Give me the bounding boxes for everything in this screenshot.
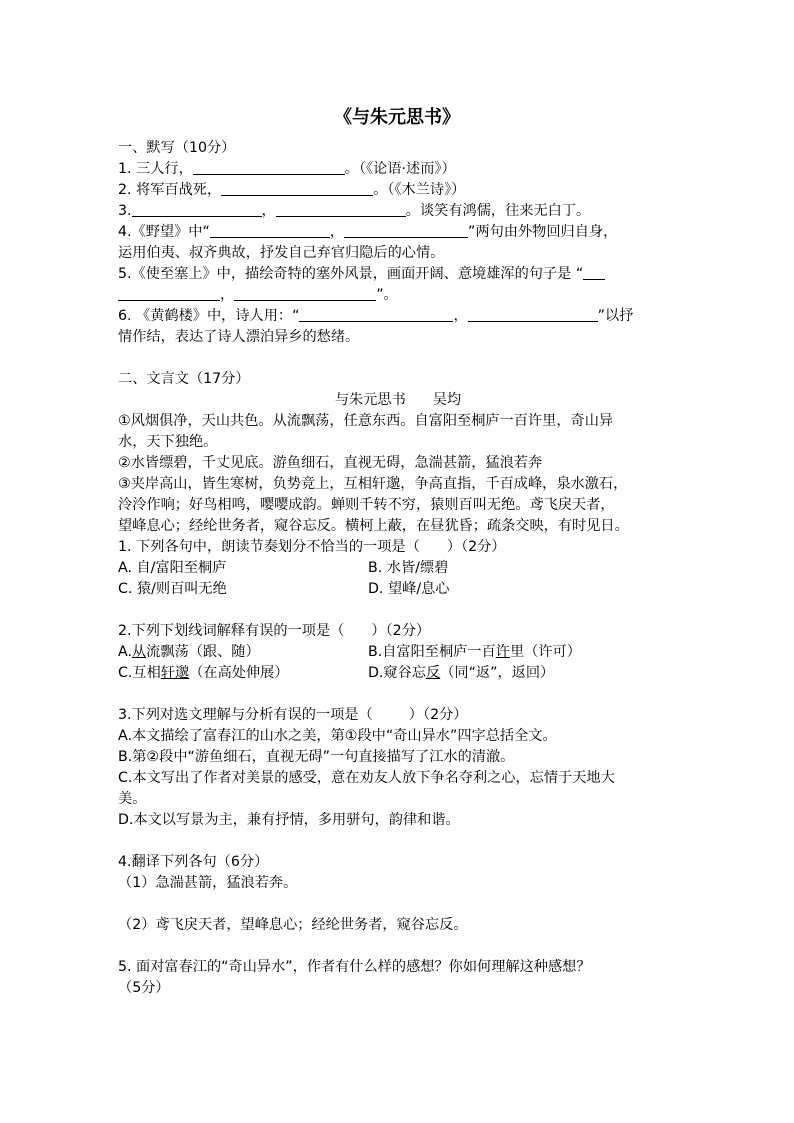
worksheet-content (118, 138, 678, 999)
answer-blank (193, 159, 345, 175)
answer-blank (132, 201, 262, 217)
answer-blank (583, 264, 605, 280)
translation-sentence-1: （1）急湍甚箭，猛浪若奔。 (118, 875, 298, 891)
option-c: C.本文写出了作者对美景的感受，意在劝友人放下争名夺利之心，忘情于天地大 (118, 770, 615, 786)
option-d: D.本文以写景为主，兼有抒情，多用骈句，韵律和谐。 (118, 812, 460, 828)
question-2-5-stem: 5. 面对富春江的“奇山异水”，作者有什么样的感想？你如何理解这种感想？ (118, 959, 591, 975)
answer-blank (276, 201, 406, 217)
option-b: B.自富阳至桐庐一百许里（许可） (368, 644, 581, 660)
question-2-1-options-row (118, 579, 678, 600)
question-1-5-cont: ， ”。 (118, 285, 678, 306)
option-d: D.窥谷忘反（同“返”，返回） (368, 665, 555, 681)
answer-blank (468, 306, 598, 322)
question-2-2-options-row (118, 663, 678, 684)
question-2-3-stem: 3.下列对选文理解与分析有误的一项是（ ）（2分） (118, 707, 468, 723)
option-b: B. 水皆/缥碧 (368, 560, 449, 576)
question-2-1-stem: 1. 下列各句中，朗读节奏划分不恰当的一项是（ ）（2分） (118, 539, 506, 555)
question-2-5-points: （5分） (118, 980, 170, 996)
page-title: 《与朱元思书》 (334, 107, 460, 128)
question-1-6-cont: 情作结，表达了诗人漂泊异乡的愁绪。 (118, 329, 360, 345)
answer-blank (344, 222, 468, 238)
answer-blank (210, 222, 330, 238)
question-1-2: 2. 将军百战死， 。（《木兰诗》） (118, 182, 466, 198)
option-a: A. 自/富阳至桐庐 (118, 560, 227, 576)
answer-blank (234, 285, 376, 301)
passage-line: ②水皆缥碧，千丈见底。游鱼细石，直视无碍，急湍甚箭，猛浪若奔 (118, 455, 543, 471)
passage-line: ①风烟俱净，天山共色。从流飘荡，任意东西。自富阳至桐庐一百许里，奇山异 (118, 413, 614, 429)
option-b: B.第②段中“游鱼细石，直视无碍”一句直接描写了江水的清澈。 (118, 749, 515, 765)
question-2-4-stem: 4.翻译下列各句（6分） (118, 854, 269, 870)
option-a: A.本文描绘了富春江的山水之美，第①段中“奇山异水”四字总括全文。 (118, 728, 557, 744)
passage-title: 与朱元思书 吴均 (334, 392, 462, 408)
answer-blank (221, 180, 373, 196)
answer-blank (118, 285, 220, 301)
question-2-2-options-row (118, 642, 678, 663)
section-header-classical: 二、文言文（17分） (118, 371, 250, 387)
translation-sentence-2: （2）鸢飞戾天者，望峰息心；经纶世务者，窥谷忘反。 (118, 917, 468, 933)
passage-line: 望峰息心；经纶世务者，窥谷忘反。横柯上蔽，在昼犹昏；疏条交映，有时见日。 (118, 518, 629, 534)
question-1-4: 4.《野望》中“ ， ”两句由外物回归自身， (118, 224, 618, 240)
option-c-cont: 美。 (118, 791, 147, 807)
passage-line: 水，天下独绝。 (118, 434, 218, 450)
question-1-4-cont: 运用伯夷、叔齐典故，抒发自己弃官归隐后的心情。 (118, 245, 445, 261)
question-2-2-stem: 2.下列下划线词解释有误的一项是（ ）（2分） (118, 623, 431, 639)
option-c: C. 猿/则百叫无绝 (118, 581, 227, 597)
question-2-1-options-row (118, 558, 678, 579)
option-d: D. 望峰/息心 (368, 581, 450, 597)
passage-line: 泠泠作响；好鸟相鸣，嘤嘤成韵。蝉则千转不穷，猿则百叫无绝。鸢飞戾天者， (118, 497, 615, 513)
question-1-3: 3. ， 。谈笑有鸿儒，往来无白丁。 (118, 203, 591, 219)
passage-line: ③夹岸高山，皆生寒树，负势竞上，互相轩邈，争高直指，千百成峰，泉水激石， (118, 476, 628, 492)
question-1-5: 5.《使至塞上》中，描绘奇特的塞外风景，画面开阔、意境雄浑的句子是 “ (118, 264, 678, 285)
question-1-1: 1. 三人行， 。（《论语·述而》） (118, 161, 456, 177)
question-1-6: 6. 《黄鹤楼》中，诗人用：“ ， ”以抒 (118, 308, 634, 324)
option-c: C.互相轩邈（在高处伸展） (118, 665, 289, 681)
option-a: A.从流飘荡（跟、随） (118, 644, 260, 660)
section-header-dictation: 一、默写（10分） (118, 140, 236, 156)
answer-blank (299, 306, 453, 322)
